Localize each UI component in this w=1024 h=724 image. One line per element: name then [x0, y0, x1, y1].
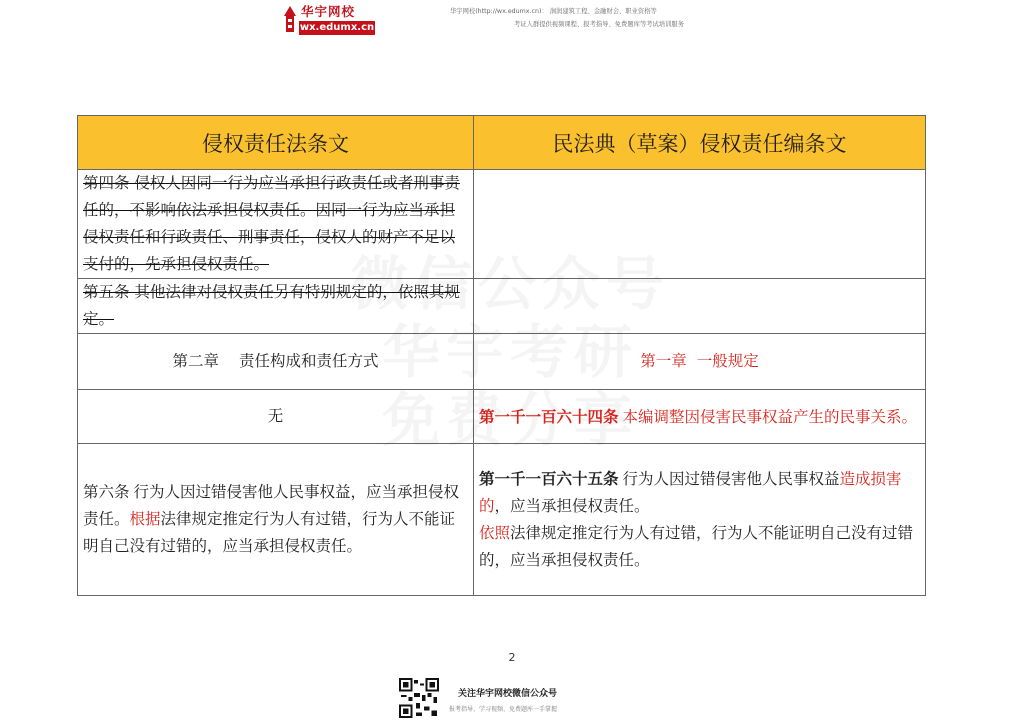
table-row [78, 334, 926, 390]
highlight-text: 依照 [479, 524, 511, 542]
chapter-cell-right [474, 334, 926, 390]
chapter-title: 责任构成和责任方式 [239, 352, 379, 370]
empty-cell [474, 279, 926, 334]
table-header-row [78, 116, 926, 170]
chapter-number: 第一章 [640, 352, 687, 370]
article-number: 第一千一百六十五条 [479, 469, 619, 488]
pencil-tower-icon [283, 6, 297, 34]
highlight-text: 造成损害的 [479, 470, 902, 515]
article-text: 行为人因过错侵害他人民事权益 [622, 470, 840, 488]
article-5-text: 第五条 其他法律对侵权责任另有特别规定的，依照其规定。 [83, 283, 460, 328]
chapter-title: 一般规定 [696, 352, 759, 370]
article-text: 法律规定推定行为人有过错，行为人不能证明自己没有过错的，应当承担侵权责任。 [83, 510, 456, 555]
chapter-number: 第二章 [172, 352, 219, 370]
header-info-line-1: 华宇网校(http://wx.edumx.cn)： 涧润建筑工程、金融财会、职业资格等 [450, 8, 657, 15]
article-number: 第六条 [83, 483, 130, 501]
column-header-civil-code: 民法典（草案）侵权责任编条文 [474, 116, 926, 170]
article-text: ，应当承担侵权责任。 [494, 497, 650, 515]
article-number: 第一千一百六十四条 [479, 406, 619, 426]
column-header-tort-law: 侵权责任法条文 [78, 116, 474, 170]
header-info-line-2: 考证人群提供视频课程、报考指导、免费题库等考试培训服务 [514, 21, 685, 28]
header-info [450, 5, 750, 31]
table-row [78, 279, 926, 334]
article-5-deleted [78, 279, 474, 334]
highlight-text: 根据 [129, 510, 161, 528]
empty-cell [474, 170, 926, 279]
logo-url: wx.edumx.cn [299, 22, 375, 33]
article-1164-cell [474, 390, 926, 444]
article-4-text: 第四条 侵权人因同一行为应当承担行政责任或者刑事责任的，不影响依法承担侵权责任。因同一行为应当承担侵权责任和行政责任、刑事责任，侵权人的财产不足以支付的，先承担侵权责任。 [83, 174, 460, 273]
footer-title: 关注华宇网校微信公众号 [458, 689, 558, 699]
table-row [78, 390, 926, 444]
article-1165-cell [474, 444, 926, 596]
article-6-cell [78, 444, 474, 596]
article-4-deleted [78, 170, 474, 279]
chapter-cell-left [78, 334, 474, 390]
article-text: 行为人因过错侵害他人民事权益，应当承担侵权责任。 [83, 483, 460, 528]
law-comparison-table [77, 115, 926, 596]
page-number: 2 [508, 651, 516, 664]
qr-code-icon [399, 678, 439, 718]
article-text: 法律规定推定行为人有过错，行为人不能证明自己没有过错的，应当承担侵权责任。 [479, 524, 914, 569]
brand-logo [283, 4, 375, 36]
footer-subtitle: 报考指导、学习视频、免费题库一手掌握 [449, 706, 558, 713]
table-row [78, 170, 926, 279]
logo-text: 华宇网校 [301, 4, 356, 19]
none-cell: 无 [78, 390, 474, 444]
article-text: 本编调整因侵害民事权益产生的民事关系。 [622, 407, 918, 426]
table-row [78, 444, 926, 596]
